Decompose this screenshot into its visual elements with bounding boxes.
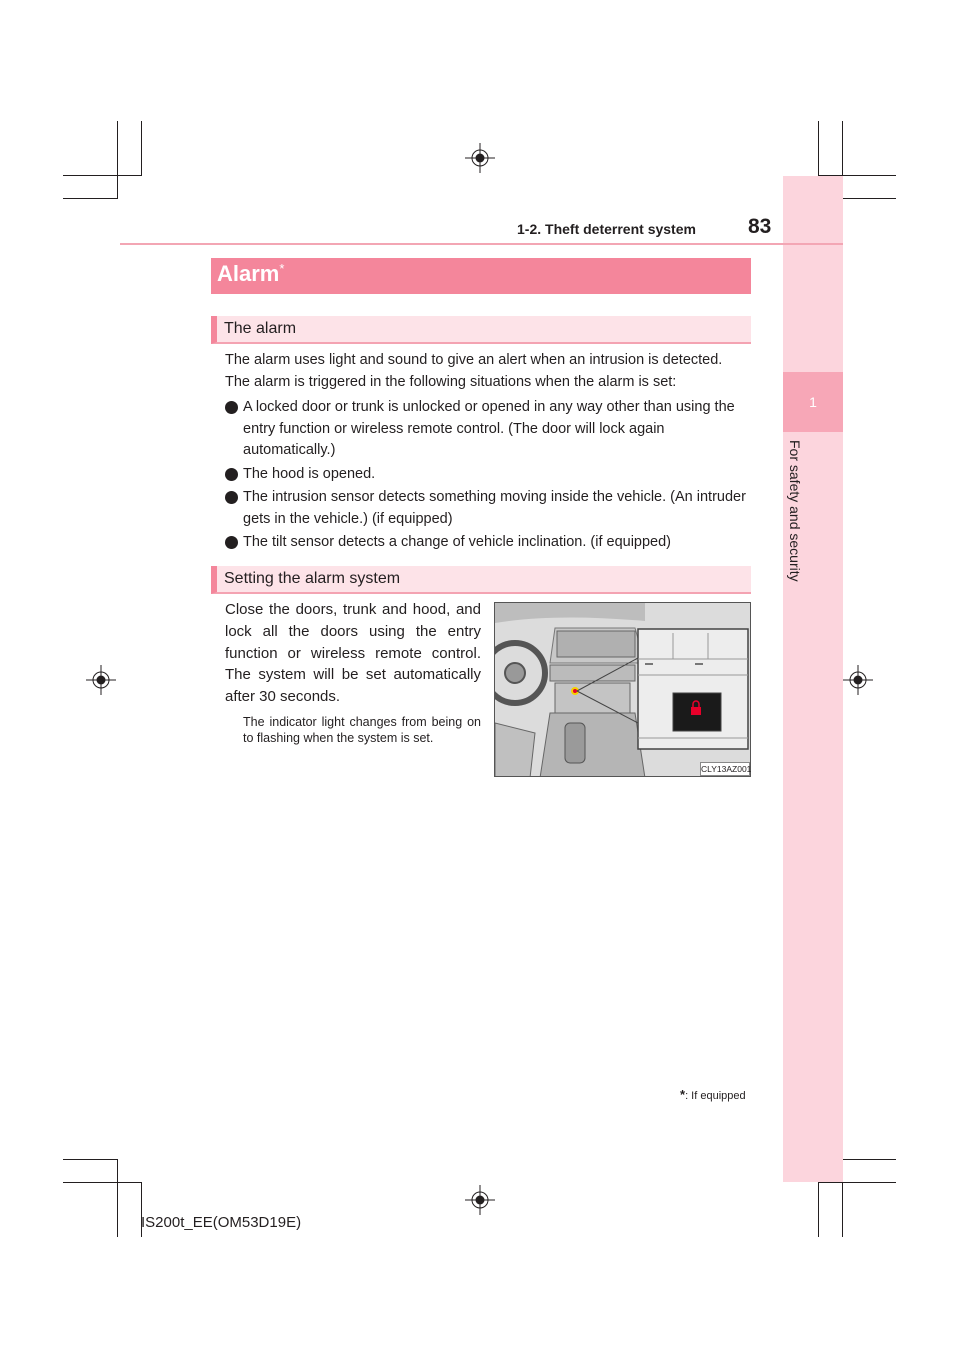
bullet-icon [225,401,238,414]
page-title-text: Alarm [217,261,280,286]
dashboard-illustration-icon [495,603,751,777]
list-item-text: A locked door or trunk is unlocked or opened in any way other than using the entry function or wireless remote control. (The door will lock again automatically.) [243,399,735,458]
list-item [225,397,747,462]
list-item-text: The tilt sensor detects a change of vehicle inclination. (if equipped) [243,534,671,550]
intro-line: The alarm uses light and sound to give an alert when an intrusion is detected. [225,352,723,368]
crop-mark [842,1159,896,1160]
crop-mark [818,121,819,176]
crop-mark [141,121,142,176]
registration-mark-icon [843,665,873,695]
list-item [225,532,747,554]
figure-code: CLY13AZ001 [701,764,752,774]
footnote-text: : If equipped [685,1090,746,1102]
registration-mark-icon [465,143,495,173]
running-header: 1-2. Theft deterrent system [517,221,696,237]
list-item-text: The hood is opened. [243,466,376,482]
bullet-icon [225,468,238,481]
crop-mark [117,1159,118,1237]
chapter-number: 1 [783,372,843,432]
crop-mark [63,198,118,199]
crop-mark [117,121,118,199]
section-heading-text: Setting the alarm system [224,570,401,587]
list-item [225,487,747,530]
page-number: 83 [748,215,772,238]
bullet-icon [225,491,238,504]
list-item [225,464,747,486]
registration-mark-icon [86,665,116,695]
figure-caption: The indicator light changes from being on to flashing when the system is set. [243,715,481,745]
chapter-title [782,440,808,620]
list-item-text: The intrusion sensor detects something moving inside the vehicle. (An intruder gets in the vehicle.) (if equipped) [243,489,746,527]
header-rule [120,243,843,245]
registration-mark-icon [465,1185,495,1215]
chapter-side-tab [783,176,843,1182]
bullet-icon [225,536,238,549]
section-heading [211,566,751,594]
crop-mark [63,1182,142,1183]
crop-mark [63,1159,118,1160]
crop-mark [842,198,896,199]
model-code: IS200t_EE(OM53D19E) [141,1214,302,1231]
chapter-title-text: For safety and security [787,440,803,582]
page-title [211,258,751,294]
alarm-indicator-illustration [494,602,751,777]
equipped-marker: * [279,261,285,276]
intro-line: The alarm is triggered in the following situations when the alarm is set: [225,374,677,390]
crop-mark [63,175,142,176]
section-heading-text: The alarm [224,320,297,337]
footnote [680,1087,746,1102]
setting-instructions: Close the doors, trunk and hood, and lock all the doors using the entry function or wireless remote control. The system will be set automatically after 30 seconds. [225,601,481,706]
footnote-marker: * [680,1087,686,1102]
crop-mark [818,1182,896,1183]
section-heading [211,316,751,344]
crop-mark [818,1182,819,1237]
